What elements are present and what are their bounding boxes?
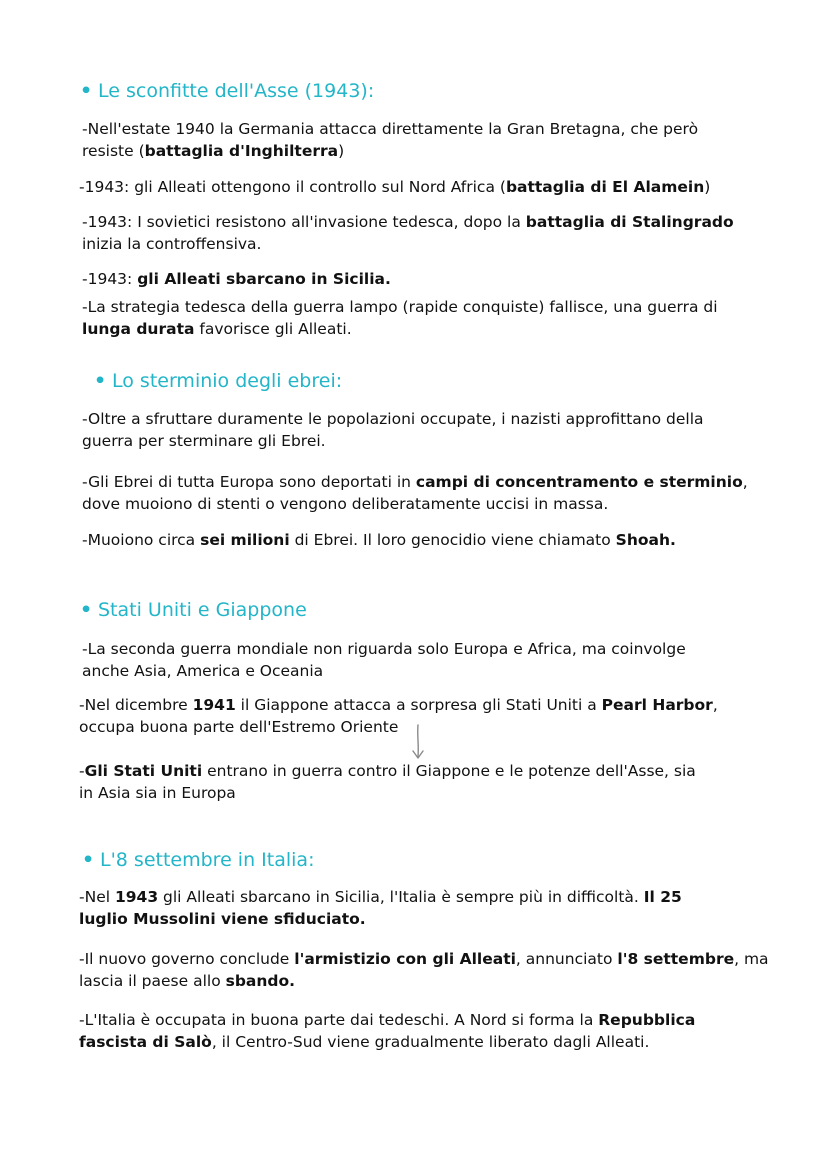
bold-text: Pearl Harbor [601,696,713,714]
text-line [82,120,698,138]
section-title: Lo sterminio degli ebrei: [112,370,343,392]
text-run: occupa buona parte dell'Estremo Oriente [79,718,399,736]
bold-text: battaglia d'Inghilterra [144,142,339,160]
bullet-icon: • [80,599,93,621]
text-run: il Giappone attacca a sorpresa gli Stati Uniti a [235,696,602,714]
text-run: -La strategia tedesca della guerra lampo (rapide conquiste) fallisce, una guerra di [82,298,718,316]
text-line [79,762,696,780]
paragraph [82,638,686,682]
text-line [82,432,326,450]
section-heading [94,370,342,392]
text-line [82,531,676,549]
section-title: L'8 settembre in Italia: [100,849,315,871]
paragraph [82,408,704,452]
text-run: , [742,473,748,491]
text-run: , [712,696,718,714]
text-run: resiste ( [82,142,145,160]
text-run: ) [338,142,345,160]
text-run: -Nel dicembre [79,696,193,714]
bold-text: luglio Mussolini viene sfiduciato. [79,910,366,928]
paragraph [79,694,718,738]
bold-text: sei milioni [200,531,290,549]
bold-text: l'8 settembre [617,950,735,968]
text-run: -Nel [79,888,115,906]
text-line [79,718,398,736]
text-run: , ma [734,950,769,968]
text-run: guerra per sterminare gli Ebrei. [82,432,326,450]
paragraph [82,211,734,255]
paragraph [79,176,710,198]
bold-text: battaglia di El Alamein [505,178,705,196]
text-line [79,888,682,906]
paragraph [82,268,391,290]
text-line [82,142,344,160]
paragraph [82,471,748,515]
text-line [79,696,718,714]
section-title: Le sconfitte dell'Asse (1943): [98,80,375,102]
bold-text: 1943 [114,888,159,906]
bold-text: Repubblica [598,1011,696,1029]
text-line [82,640,686,658]
text-run: entrano in guerra contro il Giappone e le potenze dell'Asse, sia [202,762,696,780]
text-run: -Nell'estate 1940 la Germania attacca direttamente la Gran Bretagna, che però [82,120,699,138]
bullet-icon: • [80,80,93,102]
text-line [82,298,718,316]
bold-text: gli Alleati sbarcano in Sicilia. [137,270,391,288]
bold-text: sbando. [225,972,296,990]
paragraph [82,296,718,340]
bold-text: campi di concentramento e sterminio [415,473,743,491]
section-heading [80,80,374,102]
bold-text: l'armistizio con gli Alleati [294,950,516,968]
text-line [79,178,710,196]
text-run: -1943: [82,270,138,288]
text-run: favorisce gli Alleati. [194,320,352,338]
bullet-icon: • [94,370,107,392]
bold-text: battaglia di Stalingrado [525,213,734,231]
text-line [82,320,352,338]
paragraph [79,1009,695,1053]
text-line [79,1011,695,1029]
text-line [79,784,236,802]
arrow-down-icon [410,723,426,763]
text-run: inizia la controffensiva. [82,235,262,253]
text-line [82,235,261,253]
text-line [82,213,734,231]
paragraph [79,948,769,992]
text-line [79,1033,649,1051]
text-run: , il Centro-Sud viene gradualmente liberato dagli Alleati. [211,1033,650,1051]
text-run: lascia il paese allo [79,972,226,990]
text-run: -L'Italia è occupata in buona parte dai tedeschi. A Nord si forma la [79,1011,599,1029]
text-run: gli Alleati sbarcano in Sicilia, l'Italia è sempre più in difficoltà. [158,888,644,906]
bold-text: Gli Stati Uniti [84,762,203,780]
text-line [79,972,295,990]
bold-text: fascista di Salò [79,1033,212,1051]
bullet-icon: • [82,849,95,871]
text-run: in Asia sia in Europa [79,784,236,802]
text-run: anche Asia, America e Oceania [82,662,324,680]
text-line [82,410,704,428]
text-run: - [79,762,85,780]
text-line [79,910,366,928]
bold-text: 1941 [192,696,236,714]
text-line [82,270,391,288]
paragraph [82,529,676,551]
text-run: -Muoiono circa [82,531,201,549]
text-line [82,495,608,513]
text-run: , annunciato [515,950,618,968]
paragraph [82,118,698,162]
text-run: -Il nuovo governo conclude [79,950,295,968]
paragraph [79,760,696,804]
text-run: dove muoiono di stenti o vengono deliberatamente uccisi in massa. [82,495,609,513]
text-run: di Ebrei. Il loro genocidio viene chiamato [289,531,616,549]
text-run: -Gli Ebrei di tutta Europa sono deportati in [82,473,416,491]
text-run: -Oltre a sfruttare duramente le popolazioni occupate, i nazisti approfittano della [82,410,704,428]
bold-text: lunga durata [82,320,195,338]
text-line [82,662,323,680]
bold-text: Shoah. [615,531,676,549]
text-run: ) [704,178,711,196]
section-heading [80,599,307,621]
section-heading [82,849,314,871]
text-line [82,473,748,491]
text-run: -1943: I sovietici resistono all'invasione tedesca, dopo la [82,213,526,231]
text-run: -1943: gli Alleati ottengono il controllo sul Nord Africa ( [79,178,506,196]
bold-text: Il 25 [643,888,682,906]
text-line [79,950,769,968]
section-title: Stati Uniti e Giappone [98,599,307,621]
paragraph [79,886,682,930]
text-run: -La seconda guerra mondiale non riguarda solo Europa e Africa, ma coinvolge [82,640,686,658]
